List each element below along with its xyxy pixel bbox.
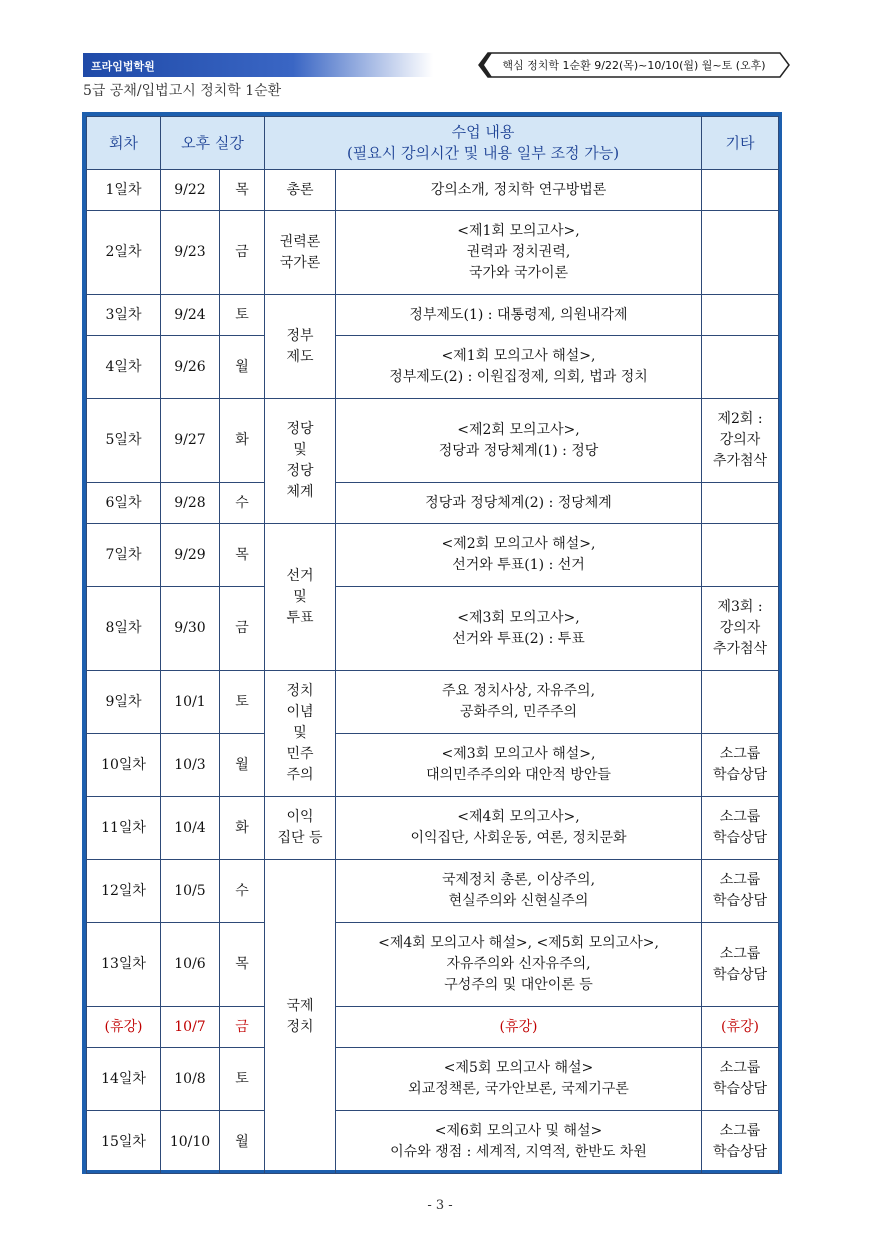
academy-name: 프라임법학원 bbox=[91, 60, 155, 73]
date-cell: 10/3 bbox=[161, 734, 220, 797]
etc-cell bbox=[702, 336, 779, 399]
day-cell: 금 bbox=[220, 211, 265, 295]
session-cell: 8일차 bbox=[87, 587, 161, 671]
header-lecture: 오후 실강 bbox=[161, 117, 265, 170]
date-cell: 9/23 bbox=[161, 211, 220, 295]
day-cell: 수 bbox=[220, 860, 265, 923]
day-cell: 월 bbox=[220, 734, 265, 797]
academy-tag bbox=[83, 53, 433, 77]
topic-cell: 정치 이념 및 민주 주의 bbox=[265, 671, 336, 797]
session-cell: 3일차 bbox=[87, 295, 161, 336]
etc-cell: 소그룹 학습상담 bbox=[702, 734, 779, 797]
banner-text: 핵심 정치학 1순환 9/22(목)~10/10(월) 월~토 (오후) bbox=[502, 59, 766, 72]
content-cell: 정부제도(1) : 대통령제, 의원내각제 bbox=[336, 295, 702, 336]
day-cell: 목 bbox=[220, 524, 265, 587]
table-row bbox=[87, 483, 779, 524]
table-row bbox=[87, 923, 779, 1007]
etc-cell bbox=[702, 295, 779, 336]
table-row bbox=[87, 860, 779, 923]
date-cell: 9/27 bbox=[161, 399, 220, 483]
day-cell: 월 bbox=[220, 1111, 265, 1174]
etc-cell: 소그룹 학습상담 bbox=[702, 1048, 779, 1111]
etc-cell: 제3회 : 강의자 추가첨삭 bbox=[702, 587, 779, 671]
table-row bbox=[87, 524, 779, 587]
date-cell: 9/28 bbox=[161, 483, 220, 524]
topic-cell: 정부 제도 bbox=[265, 295, 336, 399]
page-number: - 3 - bbox=[427, 1198, 453, 1213]
day-cell: 화 bbox=[220, 797, 265, 860]
topic-cell: 정당 및 정당 체계 bbox=[265, 399, 336, 524]
session-cell: 14일차 bbox=[87, 1048, 161, 1111]
etc-cell: 소그룹 학습상담 bbox=[702, 923, 779, 1007]
etc-cell bbox=[702, 170, 779, 211]
date-cell: 10/1 bbox=[161, 671, 220, 734]
topic-cell: 총론 bbox=[265, 170, 336, 211]
date-cell: 9/22 bbox=[161, 170, 220, 211]
session-cell: 13일차 bbox=[87, 923, 161, 1007]
day-cell: 화 bbox=[220, 399, 265, 483]
date-cell: 10/4 bbox=[161, 797, 220, 860]
day-cell: 토 bbox=[220, 671, 265, 734]
session-cell: 1일차 bbox=[87, 170, 161, 211]
day-cell: 목 bbox=[220, 923, 265, 1007]
content-cell: <제1회 모의고사 해설>, 정부제도(2) : 이원집정제, 의회, 법과 정치 bbox=[336, 336, 702, 399]
topic-cell: 권력론 국가론 bbox=[265, 211, 336, 295]
day-cell: 토 bbox=[220, 295, 265, 336]
table-row bbox=[87, 797, 779, 860]
session-cell: 5일차 bbox=[87, 399, 161, 483]
table-row bbox=[87, 211, 779, 295]
day-cell: 목 bbox=[220, 170, 265, 211]
etc-cell: 소그룹 학습상담 bbox=[702, 797, 779, 860]
content-cell: <제3회 모의고사 해설>, 대의민주주의와 대안적 방안들 bbox=[336, 734, 702, 797]
date-cell: 9/24 bbox=[161, 295, 220, 336]
etc-cell bbox=[702, 524, 779, 587]
etc-cell: (휴강) bbox=[702, 1007, 779, 1048]
date-cell: 10/8 bbox=[161, 1048, 220, 1111]
session-cell: 2일차 bbox=[87, 211, 161, 295]
topic-cell: 선거 및 투표 bbox=[265, 524, 336, 671]
day-cell: 금 bbox=[220, 1007, 265, 1048]
session-cell: 10일차 bbox=[87, 734, 161, 797]
day-cell: 월 bbox=[220, 336, 265, 399]
session-cell: 6일차 bbox=[87, 483, 161, 524]
session-cell: (휴강) bbox=[87, 1007, 161, 1048]
date-cell: 9/26 bbox=[161, 336, 220, 399]
content-cell: <제4회 모의고사>, 이익집단, 사회운동, 여론, 정치문화 bbox=[336, 797, 702, 860]
header-session: 회차 bbox=[87, 117, 161, 170]
table-row bbox=[87, 399, 779, 483]
content-cell: <제2회 모의고사 해설>, 선거와 투표(1) : 선거 bbox=[336, 524, 702, 587]
content-cell: <제4회 모의고사 해설>, <제5회 모의고사>, 자유주의와 신자유주의, 구성주의 및 대안이론 등 bbox=[336, 923, 702, 1007]
day-cell: 금 bbox=[220, 587, 265, 671]
content-cell: <제5회 모의고사 해설> 외교정책론, 국가안보론, 국제기구론 bbox=[336, 1048, 702, 1111]
session-cell: 12일차 bbox=[87, 860, 161, 923]
table-row bbox=[87, 295, 779, 336]
content-cell: <제6회 모의고사 및 해설> 이슈와 쟁점 : 세계적, 지역적, 한반도 차원 bbox=[336, 1111, 702, 1174]
content-cell: <제2회 모의고사>, 정당과 정당체계(1) : 정당 bbox=[336, 399, 702, 483]
etc-cell: 제2회 : 강의자 추가첨삭 bbox=[702, 399, 779, 483]
table-row bbox=[87, 1048, 779, 1111]
table-row bbox=[87, 587, 779, 671]
table-row bbox=[87, 170, 779, 211]
date-cell: 10/6 bbox=[161, 923, 220, 1007]
date-cell: 9/29 bbox=[161, 524, 220, 587]
table-row bbox=[87, 1111, 779, 1174]
session-cell: 15일차 bbox=[87, 1111, 161, 1174]
content-cell: 주요 정치사상, 자유주의, 공화주의, 민주주의 bbox=[336, 671, 702, 734]
session-cell: 4일차 bbox=[87, 336, 161, 399]
content-cell: 국제정치 총론, 이상주의, 현실주의와 신현실주의 bbox=[336, 860, 702, 923]
session-cell: 9일차 bbox=[87, 671, 161, 734]
content-cell: 강의소개, 정치학 연구방법론 bbox=[336, 170, 702, 211]
etc-cell bbox=[702, 483, 779, 524]
session-cell: 7일차 bbox=[87, 524, 161, 587]
date-cell: 9/30 bbox=[161, 587, 220, 671]
schedule-table bbox=[86, 116, 779, 1174]
day-cell: 토 bbox=[220, 1048, 265, 1111]
table-row bbox=[87, 336, 779, 399]
date-cell: 10/7 bbox=[161, 1007, 220, 1048]
content-cell: <제3회 모의고사>, 선거와 투표(2) : 투표 bbox=[336, 587, 702, 671]
course-banner bbox=[478, 52, 790, 78]
page-subtitle: 5급 공채/입법고시 정치학 1순환 bbox=[83, 83, 282, 99]
holiday-row bbox=[87, 1007, 779, 1048]
table-row bbox=[87, 671, 779, 734]
topic-cell: 국제 정치 bbox=[265, 860, 336, 1174]
header-content: 수업 내용 (필요시 강의시간 및 내용 일부 조정 가능) bbox=[265, 117, 702, 170]
content-cell: (휴강) bbox=[336, 1007, 702, 1048]
date-cell: 10/5 bbox=[161, 860, 220, 923]
content-cell: <제1회 모의고사>, 권력과 정치권력, 국가와 국가이론 bbox=[336, 211, 702, 295]
header-etc: 기타 bbox=[702, 117, 779, 170]
etc-cell bbox=[702, 211, 779, 295]
etc-cell: 소그룹 학습상담 bbox=[702, 860, 779, 923]
day-cell: 수 bbox=[220, 483, 265, 524]
table-row bbox=[87, 734, 779, 797]
session-cell: 11일차 bbox=[87, 797, 161, 860]
topic-cell: 이익 집단 등 bbox=[265, 797, 336, 860]
etc-cell bbox=[702, 671, 779, 734]
etc-cell: 소그룹 학습상담 bbox=[702, 1111, 779, 1174]
date-cell: 10/10 bbox=[161, 1111, 220, 1174]
content-cell: 정당과 정당체계(2) : 정당체계 bbox=[336, 483, 702, 524]
